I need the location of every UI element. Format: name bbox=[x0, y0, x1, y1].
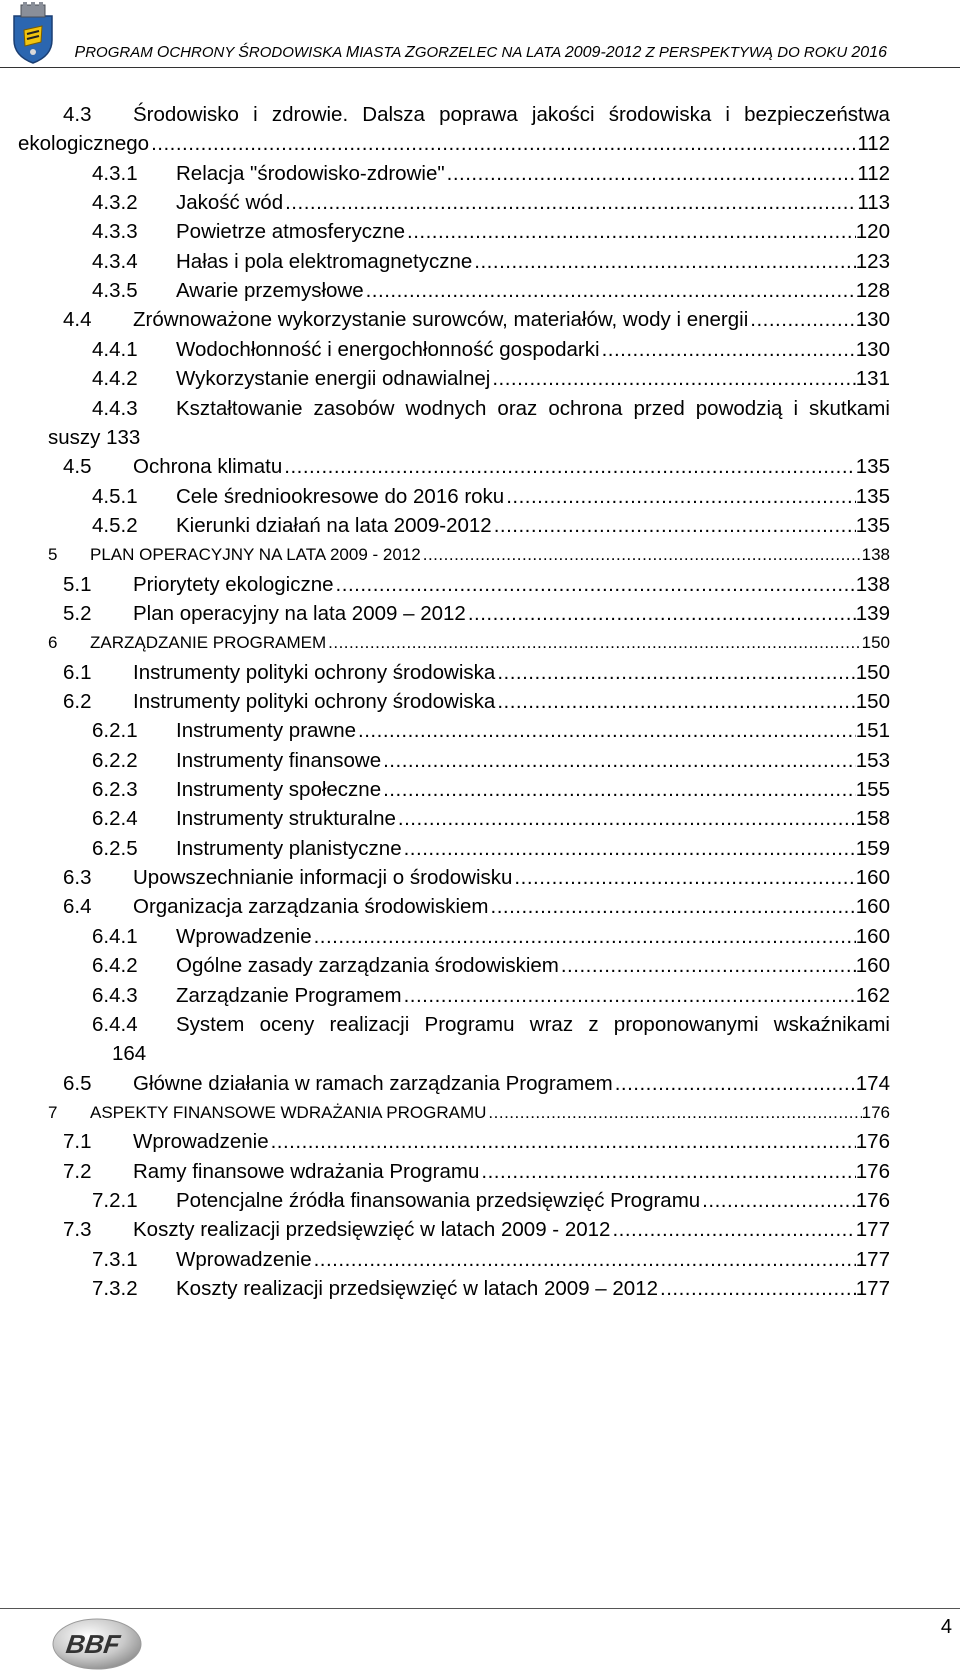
toc-page-number: 160 bbox=[855, 866, 890, 889]
toc-page-number: 155 bbox=[855, 778, 890, 801]
toc-entry-line bbox=[133, 1215, 890, 1245]
toc-page-number: 112 bbox=[857, 162, 890, 185]
toc-dot-leader bbox=[421, 540, 862, 570]
toc-entry-number: 6.2.4 bbox=[92, 807, 138, 830]
toc-entry-title: Główne działania w ramach zarządzania Programem bbox=[133, 1072, 613, 1095]
toc-page-number: 160 bbox=[855, 925, 890, 948]
toc-entry-title-word: i bbox=[725, 103, 730, 126]
toc-dot-leader bbox=[326, 628, 862, 658]
toc-entry-line bbox=[176, 276, 890, 306]
running-title-part: ROGRAM bbox=[85, 44, 157, 61]
toc-entry-number: 6.4.1 bbox=[92, 925, 138, 948]
toc-entry-title: Instrumenty społeczne bbox=[176, 778, 382, 801]
toc-entry bbox=[0, 511, 960, 541]
toc-entry-title-word: i bbox=[793, 397, 798, 420]
toc-dot-leader bbox=[269, 1127, 856, 1157]
toc-dot-leader bbox=[149, 129, 857, 159]
toc-entry-number: 4.4.1 bbox=[92, 338, 138, 361]
toc-entry bbox=[0, 335, 960, 365]
toc-entry-number: 6.2 bbox=[63, 690, 92, 713]
toc-entry-title: ZARZĄDZANIE PROGRAMEM bbox=[90, 633, 327, 652]
toc-dot-leader bbox=[489, 892, 856, 922]
toc-entry-title: Upowszechnianie informacji o środowisku bbox=[133, 866, 513, 889]
toc-entry-title-word: i bbox=[253, 103, 258, 126]
toc-entry-number: 6.2.1 bbox=[92, 719, 138, 742]
toc-entry-number: 5 bbox=[48, 545, 58, 564]
toc-dot-leader bbox=[613, 1069, 856, 1099]
toc-chapter-entry bbox=[0, 1098, 960, 1128]
toc-entry-line bbox=[176, 511, 890, 541]
toc-entry-number: 7.3 bbox=[63, 1218, 92, 1241]
toc-dot-leader bbox=[381, 746, 856, 776]
toc-entry-title-word: oraz bbox=[497, 397, 538, 420]
toc-page-number: 176 bbox=[861, 1103, 890, 1122]
toc-entry-line bbox=[176, 981, 890, 1011]
running-title-part: 2016 bbox=[851, 44, 887, 61]
toc-dot-leader bbox=[504, 482, 856, 512]
toc-page-number: 113 bbox=[857, 191, 890, 214]
toc-entry-number: 4.4.3 bbox=[92, 397, 138, 420]
toc-entry bbox=[0, 100, 960, 130]
toc-entry-line bbox=[90, 1098, 890, 1128]
toc-entry-title: Instrumenty prawne bbox=[176, 719, 357, 742]
toc-entry bbox=[0, 1186, 960, 1216]
toc-entry-title-word: Dalsza bbox=[362, 103, 425, 126]
toc-entry-line bbox=[176, 804, 890, 834]
toc-entry-line bbox=[133, 1127, 890, 1157]
toc-entry-title-word: oceny bbox=[259, 1013, 315, 1036]
toc-entry bbox=[0, 305, 960, 335]
toc-dot-leader bbox=[490, 364, 855, 394]
toc-entry bbox=[0, 247, 960, 277]
toc-entry-line bbox=[176, 775, 890, 805]
toc-entry bbox=[0, 892, 960, 922]
toc-entry-line bbox=[133, 599, 890, 629]
toc-entry-title: Priorytety ekologiczne bbox=[133, 573, 334, 596]
toc-page-number: 130 bbox=[855, 308, 890, 331]
toc-entry-title-word: zasobów bbox=[313, 397, 395, 420]
toc-entry bbox=[0, 1245, 960, 1275]
toc-entry-line bbox=[176, 335, 890, 365]
running-title-part: Ś bbox=[238, 44, 249, 61]
toc-entry-title-word: bezpieczeństwa bbox=[744, 103, 890, 126]
toc-entry-title: Powietrze atmosferyczne bbox=[176, 220, 406, 243]
toc-dot-leader bbox=[405, 217, 856, 247]
toc-dot-leader bbox=[402, 981, 856, 1011]
toc-dot-leader bbox=[610, 1215, 855, 1245]
toc-entry bbox=[0, 1157, 960, 1187]
toc-entry-number: 4.5.1 bbox=[92, 485, 138, 508]
toc-page-number: 177 bbox=[855, 1218, 890, 1241]
running-title-part: IASTA bbox=[359, 44, 406, 61]
toc-page-number: 112 bbox=[857, 132, 890, 155]
page-number: 4 bbox=[940, 1616, 952, 1638]
toc-dot-leader bbox=[600, 335, 856, 365]
toc-entry-title-word: skutkami bbox=[809, 397, 890, 420]
toc-entry-number: 7.1 bbox=[63, 1130, 92, 1153]
toc-entry bbox=[0, 394, 960, 424]
toc-entry-number: 6 bbox=[48, 633, 58, 652]
toc-entry-title: Zrównoważone wykorzystanie surowców, materiałów, wody i energii bbox=[133, 308, 749, 331]
toc-entry-line bbox=[176, 247, 890, 277]
toc-entry-title: Relacja "środowisko-zdrowie" bbox=[176, 162, 445, 185]
running-title-part: RODOWISKA bbox=[248, 44, 346, 61]
toc-dot-leader bbox=[472, 247, 856, 277]
toc-entry-title: Koszty realizacji przedsięwzięć w latach 2009 - 2012 bbox=[133, 1218, 611, 1241]
toc-entry-number: 4.3.2 bbox=[92, 191, 138, 214]
toc-dot-leader bbox=[486, 1098, 861, 1128]
toc-entry-title-word: jakości bbox=[531, 103, 595, 126]
toc-entry bbox=[0, 188, 960, 218]
toc-entry-title-word: poprawa bbox=[439, 103, 518, 126]
toc-entry bbox=[0, 364, 960, 394]
toc-entry-number: 5.1 bbox=[63, 573, 92, 596]
toc-entry bbox=[0, 951, 960, 981]
toc-dot-leader bbox=[396, 804, 856, 834]
toc-page-number: 158 bbox=[855, 807, 890, 830]
toc-entry-number: 6.4 bbox=[63, 895, 92, 918]
toc-dot-leader bbox=[466, 599, 856, 629]
toc-entry bbox=[0, 834, 960, 864]
toc-entry-number: 6.4.3 bbox=[92, 984, 138, 1007]
toc-entry-number: 6.3 bbox=[63, 866, 92, 889]
toc-entry-title-line bbox=[176, 1010, 890, 1040]
toc-page-number: 131 bbox=[855, 367, 890, 390]
toc-dot-leader bbox=[658, 1274, 856, 1304]
toc-entry-number: 6.1 bbox=[63, 661, 92, 684]
toc-entry-title-word: Środowisko bbox=[133, 103, 239, 126]
toc-dot-leader bbox=[381, 775, 856, 805]
toc-entry-number: 6.4.4 bbox=[92, 1013, 138, 1036]
toc-page-number: 151 bbox=[855, 719, 890, 742]
toc-page-number: 139 bbox=[855, 602, 890, 625]
toc-entry-title-word: z bbox=[588, 1013, 599, 1036]
toc-entry-line bbox=[133, 570, 890, 600]
toc-page-number: 176 bbox=[855, 1189, 890, 1212]
toc-entry-title: Awarie przemysłowe bbox=[176, 279, 364, 302]
toc-entry-number: 6.2.2 bbox=[92, 749, 138, 772]
toc-entry-title: ASPEKTY FINANSOWE WDRAŻANIA PROGRAMU bbox=[90, 1103, 487, 1122]
toc-entry-title: Potencjalne źródła finansowania przedsięwzięć Programu bbox=[176, 1189, 701, 1212]
toc-entry-number: 7.3.1 bbox=[92, 1248, 138, 1271]
toc-entry-title: Organizacja zarządzania środowiskiem bbox=[133, 895, 489, 918]
toc-entry-title-word: proponowanymi bbox=[613, 1013, 759, 1036]
toc-entry bbox=[0, 687, 960, 717]
toc-entry-line bbox=[133, 1157, 890, 1187]
toc-entry-title: Kierunki działań na lata 2009-2012 bbox=[176, 514, 492, 537]
toc-page-number: 160 bbox=[855, 895, 890, 918]
toc-entry-number: 4.5.2 bbox=[92, 514, 138, 537]
toc-entry-line bbox=[176, 482, 890, 512]
toc-entry-number: 5.2 bbox=[63, 602, 92, 625]
toc-entry-number: 7 bbox=[48, 1103, 58, 1122]
toc-entry-title: Cele średniookresowe do 2016 roku bbox=[176, 485, 505, 508]
toc-entry bbox=[0, 159, 960, 189]
toc-dot-leader bbox=[495, 658, 855, 688]
toc-entry bbox=[0, 599, 960, 629]
toc-entry-number: 7.3.2 bbox=[92, 1277, 138, 1300]
toc-entry bbox=[0, 452, 960, 482]
toc-entry-continuation-text: suszy 133 bbox=[48, 426, 141, 449]
toc-entry-title: Instrumenty polityki ochrony środowiska bbox=[133, 690, 496, 713]
toc-entry-title: Ochrona klimatu bbox=[133, 455, 283, 478]
toc-dot-leader bbox=[312, 922, 856, 952]
toc-entry-title-word: powodzią bbox=[695, 397, 783, 420]
toc-entry-title-word: wskaźnikami bbox=[773, 1013, 890, 1036]
footer-divider bbox=[0, 1608, 960, 1609]
toc-entry-line bbox=[133, 892, 890, 922]
toc-entry-continuation bbox=[0, 423, 960, 453]
toc-dot-leader bbox=[512, 863, 855, 893]
toc-page-number: 159 bbox=[855, 837, 890, 860]
toc-entry bbox=[0, 482, 960, 512]
toc-page-number: 138 bbox=[855, 573, 890, 596]
running-title-part: O bbox=[156, 44, 170, 61]
toc-dot-leader bbox=[700, 1186, 856, 1216]
toc-entry bbox=[0, 1274, 960, 1304]
toc-entry-number: 4.4.2 bbox=[92, 367, 138, 390]
toc-dot-leader bbox=[492, 511, 856, 541]
toc-entry-title: Ramy finansowe wdrażania Programu bbox=[133, 1160, 480, 1183]
toc-entry bbox=[0, 570, 960, 600]
toc-entry-title-word: przed bbox=[633, 397, 685, 420]
toc-entry bbox=[0, 863, 960, 893]
toc-entry-number: 4.3.1 bbox=[92, 162, 138, 185]
toc-dot-leader bbox=[748, 305, 856, 335]
toc-entry bbox=[0, 1069, 960, 1099]
toc-entry-line bbox=[176, 1245, 890, 1275]
toc-entry bbox=[0, 804, 960, 834]
toc-entry bbox=[0, 922, 960, 952]
toc-entry-number: 7.2 bbox=[63, 1160, 92, 1183]
toc-dot-leader bbox=[364, 276, 856, 306]
toc-entry-line bbox=[176, 159, 890, 189]
running-title-part: Z PERSPEKTYWĄ DO ROKU bbox=[641, 44, 852, 61]
toc-entry-line bbox=[176, 1274, 890, 1304]
toc-entry-number: 6.5 bbox=[63, 1072, 92, 1095]
toc-page-number: 135 bbox=[855, 485, 890, 508]
toc-entry-line bbox=[176, 834, 890, 864]
toc-entry-line bbox=[18, 129, 890, 159]
running-title-part: M bbox=[345, 44, 360, 61]
toc-dot-leader bbox=[312, 1245, 856, 1275]
toc-entry-line bbox=[90, 628, 890, 658]
toc-entry-line bbox=[176, 716, 890, 746]
toc-entry-number: 7.2.1 bbox=[92, 1189, 138, 1212]
toc-entry-line bbox=[176, 746, 890, 776]
toc-page-number: 160 bbox=[855, 954, 890, 977]
toc-entry-number: 4.3 bbox=[63, 103, 92, 126]
toc-page-number: 130 bbox=[855, 338, 890, 361]
toc-page-number: 162 bbox=[855, 984, 890, 1007]
toc-entry-line bbox=[133, 863, 890, 893]
toc-chapter-entry bbox=[0, 540, 960, 570]
toc-page-number: 120 bbox=[855, 220, 890, 243]
toc-entry-title-line bbox=[176, 394, 890, 424]
toc-dot-leader bbox=[495, 687, 855, 717]
toc-entry bbox=[0, 716, 960, 746]
toc-entry-title: ekologicznego bbox=[18, 132, 150, 155]
bbf-logo-icon bbox=[50, 1616, 144, 1672]
toc-page-number: 174 bbox=[855, 1072, 890, 1095]
toc-entry-number: 4.5 bbox=[63, 455, 92, 478]
toc-dot-leader bbox=[283, 188, 857, 218]
toc-entry bbox=[0, 658, 960, 688]
toc-dot-leader bbox=[479, 1157, 855, 1187]
toc-entry-title: Instrumenty planistyczne bbox=[176, 837, 402, 860]
toc-entry-number: 4.3.3 bbox=[92, 220, 138, 243]
toc-dot-leader bbox=[445, 159, 858, 189]
running-title-part: 2009-2012 bbox=[564, 44, 642, 61]
toc-entry bbox=[0, 1127, 960, 1157]
toc-entry-line bbox=[133, 452, 890, 482]
toc-page-number: 150 bbox=[855, 661, 890, 684]
toc-entry-line bbox=[133, 305, 890, 335]
toc-entry-line bbox=[133, 687, 890, 717]
toc-entry bbox=[0, 276, 960, 306]
toc-page-number: 177 bbox=[855, 1277, 890, 1300]
toc-entry-continuation-text: 164 bbox=[112, 1042, 147, 1065]
toc-entry-line bbox=[176, 364, 890, 394]
toc-entry bbox=[0, 217, 960, 247]
toc-entry-number: 6.2.5 bbox=[92, 837, 138, 860]
toc-entry-number: 6.4.2 bbox=[92, 954, 138, 977]
toc-entry-continuation bbox=[0, 129, 960, 159]
toc-entry-title: Instrumenty strukturalne bbox=[176, 807, 396, 830]
toc-entry-title-word: środowiska bbox=[608, 103, 712, 126]
toc-entry bbox=[0, 981, 960, 1011]
toc-entry-number: 4.3.4 bbox=[92, 250, 138, 273]
toc-chapter-entry bbox=[0, 628, 960, 658]
toc-entry-title: Plan operacyjny na lata 2009 – 2012 bbox=[133, 602, 466, 625]
toc-page-number: 150 bbox=[855, 690, 890, 713]
toc-entry-title-word: wraz bbox=[529, 1013, 574, 1036]
toc-page-number: 135 bbox=[855, 514, 890, 537]
toc-entry-title: Wodochłonność i energochłonność gospodarki bbox=[176, 338, 600, 361]
toc-entry-title-word: Kształtowanie bbox=[176, 397, 303, 420]
toc-entry-line bbox=[176, 922, 890, 952]
toc-entry-line bbox=[176, 951, 890, 981]
toc-dot-leader bbox=[334, 570, 856, 600]
toc-page-number: 176 bbox=[855, 1130, 890, 1153]
toc-entry-title-word: zdrowie. bbox=[271, 103, 349, 126]
toc-entry bbox=[0, 1215, 960, 1245]
toc-entry-title-line bbox=[133, 100, 890, 130]
toc-entry-title: Instrumenty finansowe bbox=[176, 749, 382, 772]
toc-dot-leader bbox=[402, 834, 856, 864]
toc-entry-title: Ogólne zasady zarządzania środowiskiem bbox=[176, 954, 559, 977]
toc-entry-line bbox=[133, 658, 890, 688]
toc-page-number: 123 bbox=[855, 250, 890, 273]
toc-dot-leader bbox=[282, 452, 856, 482]
toc-entry-title-word: ochrona bbox=[548, 397, 623, 420]
toc-entry bbox=[0, 1010, 960, 1040]
toc-page-number: 150 bbox=[861, 633, 890, 652]
toc-entry-title: Wprowadzenie bbox=[176, 1248, 312, 1271]
toc-entry-title: Koszty realizacji przedsięwzięć w latach 2009 – 2012 bbox=[176, 1277, 659, 1300]
toc-entry-line bbox=[133, 1069, 890, 1099]
toc-entry-title: Wykorzystanie energii odnawialnej bbox=[176, 367, 491, 390]
running-title-part: GORZELEC NA LATA bbox=[414, 44, 565, 61]
running-title-part: CHRONY bbox=[169, 44, 239, 61]
toc-entry-title: Instrumenty polityki ochrony środowiska bbox=[133, 661, 496, 684]
toc-page-number: 128 bbox=[855, 279, 890, 302]
toc-entry-title: Hałas i pola elektromagnetyczne bbox=[176, 250, 473, 273]
toc-entry bbox=[0, 775, 960, 805]
toc-entry bbox=[0, 746, 960, 776]
toc-entry-title-word: Programu bbox=[424, 1013, 515, 1036]
toc-entry-title-word: wodnych bbox=[405, 397, 487, 420]
toc-entry-line bbox=[90, 540, 890, 570]
toc-entry-title-word: System bbox=[176, 1013, 245, 1036]
toc-page-number: 176 bbox=[855, 1160, 890, 1183]
toc-entry-number: 4.4 bbox=[63, 308, 92, 331]
running-title-part: P bbox=[74, 44, 86, 61]
toc-entry-title: Wprowadzenie bbox=[133, 1130, 269, 1153]
toc-entry-title: PLAN OPERACYJNY NA LATA 2009 - 2012 bbox=[90, 545, 421, 564]
toc-entry-number: 4.3.5 bbox=[92, 279, 138, 302]
toc-entry-number: 6.2.3 bbox=[92, 778, 138, 801]
toc-page-number: 177 bbox=[855, 1248, 890, 1271]
toc-entry-title: Zarządzanie Programem bbox=[176, 984, 402, 1007]
running-title-part: Z bbox=[405, 44, 415, 61]
toc-page-number: 135 bbox=[855, 455, 890, 478]
toc-entry-line bbox=[176, 188, 890, 218]
toc-entry-continuation bbox=[0, 1039, 960, 1069]
toc-page-number: 153 bbox=[855, 749, 890, 772]
toc-entry-line bbox=[176, 217, 890, 247]
toc-entry-title: Jakość wód bbox=[176, 191, 284, 214]
toc-entry-title: Wprowadzenie bbox=[176, 925, 312, 948]
toc-entry-line bbox=[176, 1186, 890, 1216]
toc-dot-leader bbox=[559, 951, 856, 981]
toc-entry-title-word: realizacji bbox=[329, 1013, 410, 1036]
bbf-logo-text: BBF bbox=[64, 1629, 122, 1659]
toc-page-number: 138 bbox=[861, 545, 890, 564]
toc-dot-leader bbox=[356, 716, 856, 746]
